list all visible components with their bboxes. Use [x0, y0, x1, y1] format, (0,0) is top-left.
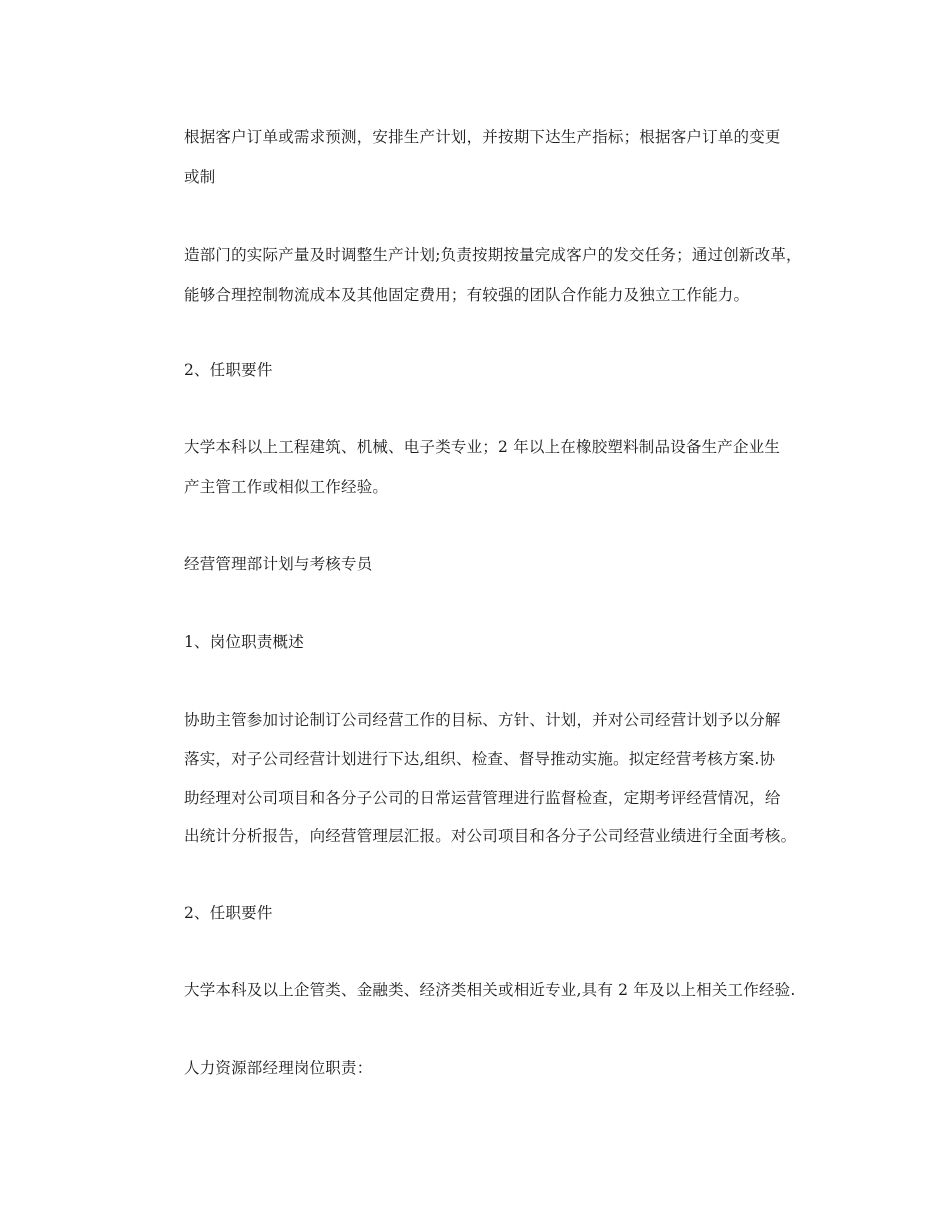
position-title-planning-specialist: 经营管理部计划与考核专员 — [184, 555, 373, 573]
paragraph-line-6: 产主管工作或相似工作经验。 — [184, 478, 389, 496]
position-title-hr-manager: 人力资源部经理岗位职责： — [184, 1059, 373, 1077]
paragraph-line-3: 造部门的实际产量及时调整生产计划;负责按期按量完成客户的发交任务；通过创新改革， — [184, 246, 802, 264]
paragraph-line-1: 根据客户订单或需求预测，安排生产计划，并按期下达生产指标；根据客户订单的变更 — [184, 128, 781, 146]
paragraph-line-10: 出统计分析报告，向经营管理层汇报。对公司项目和各分子公司经营业绩进行全面考核。 — [184, 827, 797, 845]
paragraph-line-2: 或制 — [184, 168, 216, 186]
section-heading-requirements-1: 2、任职要件 — [184, 361, 273, 379]
section-heading-duties: 1、岗位职责概述 — [184, 633, 304, 651]
paragraph-line-8: 落实，对子公司经营计划进行下达,组织、检查、督导推动实施。拟定经营考核方案.协 — [184, 750, 776, 768]
paragraph-line-9: 助经理对公司项目和各分子公司的日常运营管理进行监督检查，定期考评经营情况，给 — [184, 789, 781, 807]
paragraph-line-11: 大学本科及以上企管类、金融类、经济类相关或相近专业,具有 2 年及以上相关工作经验. — [184, 981, 796, 999]
paragraph-line-4: 能够合理控制物流成本及其他固定费用；有较强的团队合作能力及独立工作能力。 — [184, 286, 750, 304]
section-heading-requirements-2: 2、任职要件 — [184, 904, 273, 922]
paragraph-line-5: 大学本科以上工程建筑、机械、电子类专业；2 年以上在橡胶塑料制品设备生产企业生 — [184, 438, 781, 456]
paragraph-line-7: 协助主管参加讨论制订公司经营工作的目标、方针、计划，并对公司经营计划予以分解 — [184, 711, 781, 729]
